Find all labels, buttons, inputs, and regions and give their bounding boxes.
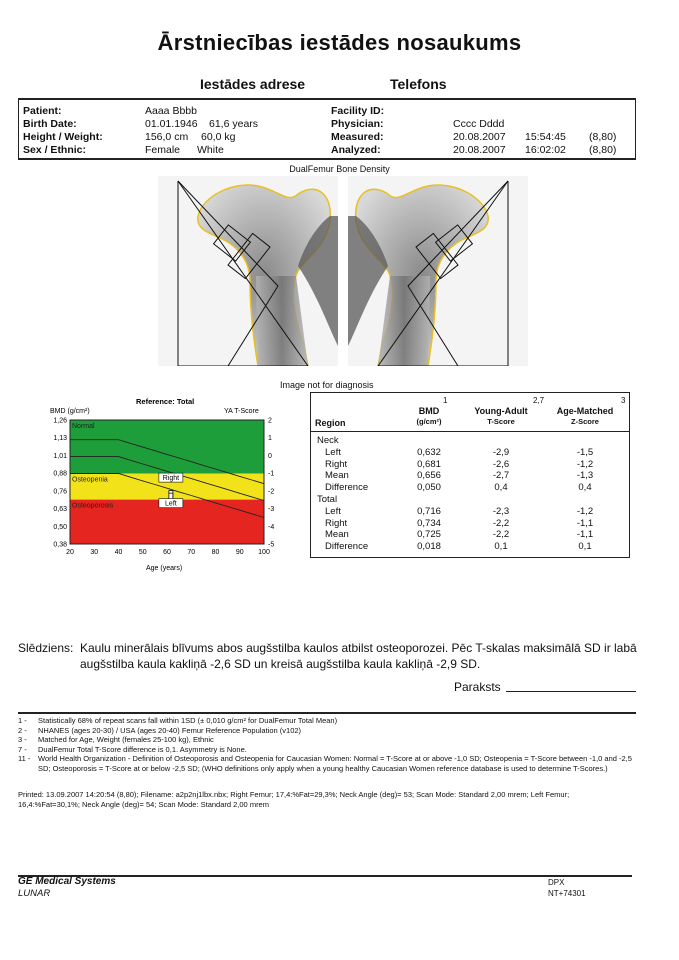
measured-version: (8,80) xyxy=(589,131,617,143)
footnote-text: Statistically 68% of repeat scans fall within 1SD (± 0,010 g/cm² for DualFemur Total Mean) xyxy=(38,716,338,725)
zscore-subheader: Z-Score xyxy=(571,417,599,426)
birth-date-label: Birth Date: xyxy=(23,118,77,130)
institution-name: Ārstniecības iestādes nosaukums xyxy=(157,30,522,55)
x-tick-label: 80 xyxy=(211,549,220,556)
chart-xlabel: Age (years) xyxy=(146,565,183,572)
device-type: DPX xyxy=(548,878,565,887)
cell-t: -2,6 xyxy=(492,458,510,470)
y2-tick-label: -5 xyxy=(268,541,275,549)
zone-label: Osteoporosis xyxy=(72,502,114,510)
footnote-number: 7 - xyxy=(18,744,27,754)
reference-chart xyxy=(46,396,276,576)
cell-t: -2,2 xyxy=(492,517,510,529)
zscore-header: Age-Matched xyxy=(556,406,614,416)
x-tick-label: 40 xyxy=(114,549,123,556)
cell-t: -2,9 xyxy=(492,446,510,458)
bmd-footnote-ref: 1 xyxy=(443,396,448,405)
company-name: GE Medical Systems xyxy=(18,876,116,887)
cell-t: -2,7 xyxy=(492,470,510,482)
cell-z: -1,3 xyxy=(576,470,594,482)
y-tick-label: 1,13 xyxy=(53,435,67,443)
x-tick-label: 50 xyxy=(138,549,147,556)
diagnosis-disclaimer: Image not for diagnosis xyxy=(280,380,374,390)
cell-region: Left xyxy=(325,505,341,517)
footnote-item xyxy=(18,745,638,755)
tscore-subheader: T-Score xyxy=(487,417,515,426)
patient-info-box xyxy=(18,98,636,160)
cell-bmd: 0,734 xyxy=(417,517,441,529)
zone-normal xyxy=(70,420,264,474)
footnotes xyxy=(18,716,638,773)
cell-region: Right xyxy=(325,458,348,470)
cell-region: Right xyxy=(325,517,348,529)
scan-title: DualFemur Bone Density xyxy=(289,164,390,174)
footnote-number: 1 - xyxy=(18,716,27,725)
footnote-text: Matched for Age, Weight (females 25-100 kg), Ethnic xyxy=(38,735,214,744)
table-row xyxy=(311,529,629,541)
tscore-header: Young-Adult xyxy=(474,406,528,416)
institution-phone: Telefons xyxy=(390,76,447,92)
cell-bmd: 0,681 xyxy=(417,458,441,470)
printed-info: Printed: 13.09.2007 14:20:54 (8,80); Filename: a2p2nj1lbx.nbx; Right Femur; 17,4:%Fat=29,3%; Neck Angle (deg)= 53; Scan Mode: Standard 2,00 mrem; Left Femur; 16,4:%Fat=30,1%; Neck Angle (deg)= 54; Scan Mode: Standard 2,00 mrem xyxy=(18,790,570,809)
x-tick-label: 60 xyxy=(163,549,171,556)
region-header: Region xyxy=(315,418,346,428)
table-row xyxy=(311,494,629,506)
y-tick-label: 0,76 xyxy=(53,488,67,496)
cell-bmd: 0,632 xyxy=(417,446,441,458)
cell-bmd: 0,018 xyxy=(417,541,441,553)
cell-z: -1,1 xyxy=(576,517,594,529)
analyzed-date: 20.08.2007 xyxy=(453,144,506,156)
footnote-item xyxy=(18,754,638,773)
zone-label: Osteopenia xyxy=(72,476,108,484)
device-serial: NT+74301 xyxy=(548,889,586,898)
cell-region: Neck xyxy=(317,435,339,446)
y-tick-label: 1,26 xyxy=(53,417,67,425)
table-row xyxy=(311,541,629,553)
chart-ylabel: BMD (g/cm²) xyxy=(50,408,90,415)
point-label: Right xyxy=(162,475,180,483)
product-name: LUNAR xyxy=(18,888,51,899)
table-row xyxy=(311,482,629,494)
physician-value: Cccc Dddd xyxy=(453,118,505,130)
x-tick-label: 100 xyxy=(258,549,270,556)
physician-label: Physician: xyxy=(331,118,384,130)
x-tick-label: 90 xyxy=(235,549,244,556)
cell-region: Left xyxy=(325,446,341,458)
chart-y2label: YA T-Score xyxy=(224,408,259,415)
table-row xyxy=(311,518,629,530)
y-tick-label: 0,88 xyxy=(53,470,67,478)
cell-z: -1,5 xyxy=(576,446,594,458)
analyzed-label: Analyzed: xyxy=(331,144,381,156)
y-tick-label: 0,63 xyxy=(53,506,67,514)
cell-z: 0,1 xyxy=(578,541,592,553)
footnote-text: NHANES (ages 20-30) / USA (ages 20-40) Femur Reference Population (v102) xyxy=(38,725,302,735)
tscore-footnote-ref: 2,7 xyxy=(533,396,545,405)
x-tick-label: 20 xyxy=(66,549,74,556)
height-weight-label: Height / Weight: xyxy=(23,131,103,143)
signature-label: Paraksts xyxy=(454,680,501,694)
birth-date-value: 01.01.1946 xyxy=(145,118,198,130)
right-femur-scan xyxy=(158,176,338,366)
results-table xyxy=(310,392,630,558)
bmd-unit: (g/cm²) xyxy=(416,417,442,426)
y2-tick-label: -4 xyxy=(268,523,275,531)
cell-region: Mean xyxy=(325,529,349,541)
cell-region: Difference xyxy=(325,482,369,494)
y-tick-label: 0,50 xyxy=(53,523,67,531)
table-row xyxy=(311,447,629,459)
facility-id-label: Facility ID: xyxy=(331,105,385,117)
cell-region: Mean xyxy=(325,470,349,482)
x-tick-label: 70 xyxy=(187,549,196,556)
cell-z: 0,4 xyxy=(578,482,592,494)
patient-label: Patient: xyxy=(23,105,62,117)
weight-value: 60,0 kg xyxy=(201,131,236,143)
footnote-number: 11 - xyxy=(18,754,31,763)
conclusion-text: Kaulu minerālais blīvums abos augšstilba kaulos atbilst osteoporozei. Pēc T-skalas maksimālā SD ir labā augšstilba kaula kakliņā -2,6 SD un kreisā augšstilba kaula kakliņā -2,9 SD. xyxy=(80,641,637,671)
y2-tick-label: 2 xyxy=(268,417,272,425)
table-row xyxy=(311,459,629,471)
x-tick-label: 30 xyxy=(90,549,99,556)
sex-ethnic-label: Sex / Ethnic: xyxy=(23,144,87,156)
point-label: Left xyxy=(165,500,177,508)
y2-tick-label: -1 xyxy=(268,470,275,478)
conclusion-label: Slēdziens: xyxy=(18,641,74,655)
left-femur-scan xyxy=(348,176,528,366)
patient-name: Aaaa Bbbb xyxy=(145,105,197,117)
y-tick-label: 0,38 xyxy=(53,541,67,549)
footnote-item xyxy=(18,735,638,745)
y2-tick-label: 0 xyxy=(268,452,272,460)
cell-t: 0,4 xyxy=(494,482,508,494)
cell-z: -1,2 xyxy=(576,505,594,517)
cell-bmd: 0,656 xyxy=(417,470,441,482)
y-tick-label: 1,01 xyxy=(53,452,67,460)
table-row xyxy=(311,506,629,518)
footnote-item xyxy=(18,726,638,736)
cell-t: -2,3 xyxy=(492,505,510,517)
signature-line xyxy=(506,691,636,692)
sex-value: Female xyxy=(145,144,181,156)
zscore-footnote-ref: 3 xyxy=(621,396,626,405)
cell-region: Difference xyxy=(325,541,369,553)
table-row xyxy=(311,470,629,482)
institution-address: Iestādes adrese xyxy=(200,76,306,92)
cell-region: Total xyxy=(317,494,338,505)
footnote-text: World Health Organization - Definition of Osteoporosis and Osteopenia for Caucasian Women: Normal = T-Score at or above -1,0 SD; Osteopenia = T-Score between -1,0 and -2,5 SD; Osteoporosis = T-Score at or below -2,5 SD; (WHO definitions only apply when a young healthy Caucasian Women reference database is used to determine T-Scores.) xyxy=(38,754,632,773)
age-value: 61,6 years xyxy=(209,118,259,130)
measured-label: Measured: xyxy=(331,131,384,143)
cell-z: -1,1 xyxy=(576,529,594,541)
bmd-header: BMD xyxy=(418,406,440,416)
cell-bmd: 0,050 xyxy=(417,482,441,494)
footnote-text: DualFemur Total T-Score difference is 0,1. Asymmetry is None. xyxy=(38,744,247,754)
y2-tick-label: -2 xyxy=(268,488,275,496)
zone-label: Normal xyxy=(72,423,95,430)
y2-tick-label: -3 xyxy=(268,506,275,514)
chart-title: Reference: Total xyxy=(136,397,195,406)
y2-tick-label: 1 xyxy=(268,435,272,443)
femur-scan-images xyxy=(158,176,528,366)
measured-time: 15:54:45 xyxy=(525,131,566,143)
ethnic-value: White xyxy=(197,144,224,156)
cell-z: -1,2 xyxy=(576,458,594,470)
footnote-number: 3 - xyxy=(18,735,27,744)
footnote-item xyxy=(18,716,638,726)
table-row xyxy=(311,435,629,447)
cell-t: -2,2 xyxy=(492,529,510,541)
analyzed-time: 16:02:02 xyxy=(525,144,566,156)
cell-bmd: 0,725 xyxy=(417,529,441,541)
analyzed-version: (8,80) xyxy=(589,144,617,156)
cell-bmd: 0,716 xyxy=(417,505,441,517)
footnote-number: 2 - xyxy=(18,725,27,735)
measured-date: 20.08.2007 xyxy=(453,131,506,143)
cell-t: 0,1 xyxy=(494,541,508,553)
footnote-divider xyxy=(18,712,636,714)
height-value: 156,0 cm xyxy=(145,131,189,143)
